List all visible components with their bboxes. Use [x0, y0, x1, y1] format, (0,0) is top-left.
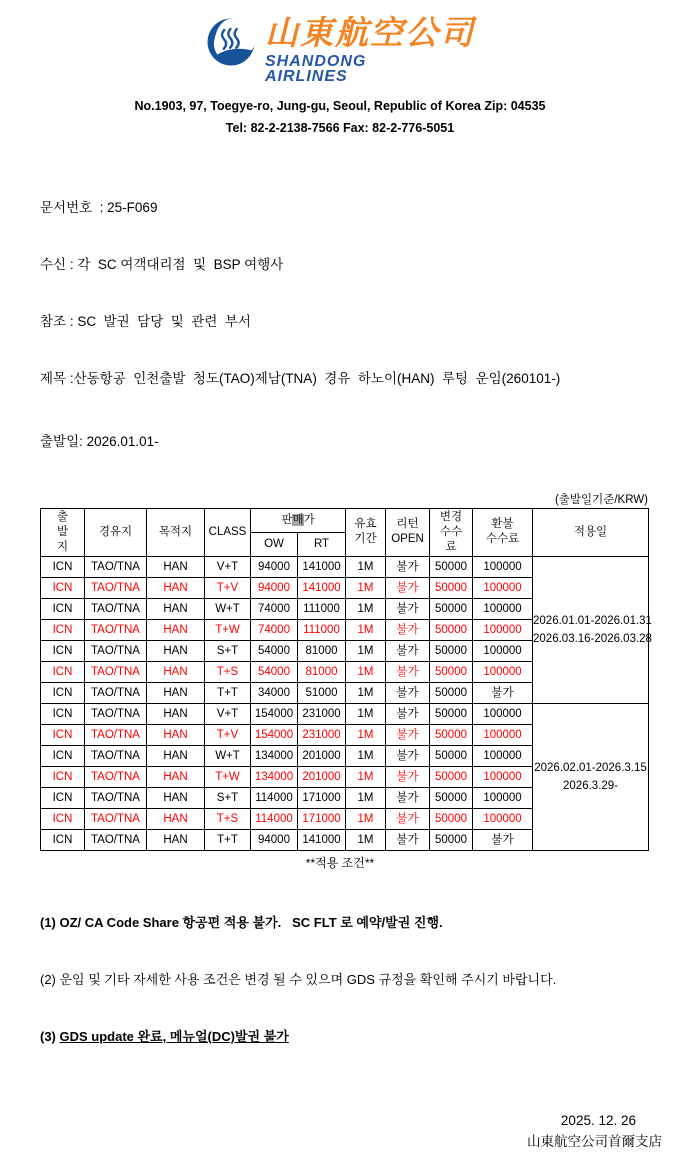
fare-cell-change_fee: 50000 [430, 682, 473, 703]
fare-cell-cls: T+T [205, 682, 251, 703]
apply-period-cell [533, 556, 652, 703]
fare-cell-via: TAO/TNA [85, 829, 147, 850]
col-header-rt: RT [298, 532, 346, 556]
fare-cell-ow: 74000 [251, 598, 298, 619]
signature-block [0, 1110, 680, 1152]
fare-cell-dest: HAN [147, 661, 205, 682]
fare-cell-return_open: 불가 [386, 808, 430, 829]
col-header-class: CLASS [205, 508, 251, 556]
fare-cell-return_open: 불가 [386, 703, 430, 724]
fare-cell-via: TAO/TNA [85, 703, 147, 724]
fare-cell-ow: 34000 [251, 682, 298, 703]
fare-cell-rt: 141000 [298, 829, 346, 850]
highlighted-char: 매 [292, 513, 304, 526]
col-header-origin: 출 발 지 [41, 508, 85, 556]
fare-cell-return_open: 불가 [386, 577, 430, 598]
branch-name: 山東航空公司首爾支店 [527, 1133, 662, 1149]
fare-cell-cls: W+T [205, 745, 251, 766]
fare-cell-change_fee: 50000 [430, 556, 473, 577]
fare-cell-cls: T+W [205, 619, 251, 640]
fare-cell-ow: 94000 [251, 829, 298, 850]
apply-period-line: 2026.01.01-2026.01.31 [533, 614, 652, 627]
fare-cell-validity: 1M [346, 745, 386, 766]
fare-cell-rt: 201000 [298, 745, 346, 766]
logo-text [265, 16, 475, 84]
fare-cell-via: TAO/TNA [85, 556, 147, 577]
fare-cell-refund_fee: 100000 [473, 787, 533, 808]
col-header-return-open: 리턴 OPEN [386, 508, 430, 556]
fare-cell-ow: 94000 [251, 556, 298, 577]
fare-cell-rt: 81000 [298, 640, 346, 661]
fare-cell-change_fee: 50000 [430, 745, 473, 766]
fare-cell-return_open: 불가 [386, 661, 430, 682]
fare-cell-dest: HAN [147, 808, 205, 829]
fare-cell-rt: 81000 [298, 661, 346, 682]
fare-cell-validity: 1M [346, 556, 386, 577]
fare-cell-validity: 1M [346, 808, 386, 829]
fare-cell-change_fee: 50000 [430, 787, 473, 808]
fare-cell-dest: HAN [147, 577, 205, 598]
fare-cell-change_fee: 50000 [430, 829, 473, 850]
fare-cell-refund_fee: 100000 [473, 661, 533, 682]
fare-cell-dest: HAN [147, 682, 205, 703]
fare-cell-refund_fee: 100000 [473, 556, 533, 577]
fare-cell-return_open: 불가 [386, 619, 430, 640]
fare-cell-refund_fee: 100000 [473, 745, 533, 766]
fare-cell-cls: T+V [205, 577, 251, 598]
fare-cell-validity: 1M [346, 787, 386, 808]
fare-cell-change_fee: 50000 [430, 577, 473, 598]
fare-cell-validity: 1M [346, 598, 386, 619]
fare-cell-refund_fee: 100000 [473, 808, 533, 829]
fare-cell-return_open: 불가 [386, 829, 430, 850]
logo-english-line2: AIRLINES [265, 67, 348, 85]
document-number: 문서번호 : 25-F069 [40, 199, 158, 215]
fare-cell-rt: 111000 [298, 598, 346, 619]
fare-cell-cls: W+T [205, 598, 251, 619]
fare-cell-rt: 111000 [298, 619, 346, 640]
fare-cell-cls: S+T [205, 640, 251, 661]
apply-period-line: 2026.02.01-2026.3.15 [534, 761, 647, 774]
apply-period-cell [533, 703, 649, 850]
fare-cell-dest: HAN [147, 745, 205, 766]
fare-cell-ow: 114000 [251, 808, 298, 829]
fare-cell-via: TAO/TNA [85, 619, 147, 640]
fare-cell-ow: 154000 [251, 724, 298, 745]
fare-cell-origin: ICN [41, 556, 85, 577]
fare-cell-origin: ICN [41, 745, 85, 766]
logo-english-name [265, 54, 475, 84]
fare-cell-dest: HAN [147, 787, 205, 808]
fare-cell-rt: 141000 [298, 556, 346, 577]
conditions-title: **적용 조건** [305, 855, 375, 870]
currency-basis-note: (출발일기준/KRW) [554, 493, 648, 506]
fare-cell-origin: ICN [41, 577, 85, 598]
fare-cell-ow: 54000 [251, 640, 298, 661]
phone-fax-line: Tel: 82-2-2138-7566 Fax: 82-2-776-5051 [225, 120, 455, 135]
fare-cell-dest: HAN [147, 619, 205, 640]
col-header-sale-price: 판매가 [251, 508, 346, 532]
fare-cell-ow: 54000 [251, 661, 298, 682]
fare-table-body [41, 556, 652, 850]
col-header-refund-fee: 환불 수수료 [473, 508, 533, 556]
fare-cell-return_open: 불가 [386, 556, 430, 577]
fare-cell-via: TAO/TNA [85, 724, 147, 745]
fare-cell-ow: 114000 [251, 787, 298, 808]
fare-cell-validity: 1M [346, 724, 386, 745]
fare-cell-origin: ICN [41, 808, 85, 829]
fare-cell-dest: HAN [147, 598, 205, 619]
fare-cell-origin: ICN [41, 787, 85, 808]
fare-cell-ow: 94000 [251, 577, 298, 598]
fare-cell-cls: S+T [205, 787, 251, 808]
fare-cell-cls: T+W [205, 766, 251, 787]
fare-cell-cls: T+V [205, 724, 251, 745]
fare-cell-origin: ICN [41, 724, 85, 745]
fare-cell-validity: 1M [346, 619, 386, 640]
fare-cell-dest: HAN [147, 703, 205, 724]
fare-cell-rt: 201000 [298, 766, 346, 787]
fare-cell-refund_fee: 100000 [473, 598, 533, 619]
fare-cell-validity: 1M [346, 682, 386, 703]
fare-cell-origin: ICN [41, 661, 85, 682]
fare-cell-validity: 1M [346, 829, 386, 850]
fare-cell-return_open: 불가 [386, 787, 430, 808]
condition-item-2: (2) 운임 및 기타 자세한 사용 조건은 변경 될 수 있으며 GDS 규정을 확인해 주시기 바랍니다. [40, 971, 557, 987]
fare-cell-refund_fee: 100000 [473, 577, 533, 598]
condition-item-3: (3) GDS update 완료, 메뉴얼(DC)발권 불가 [40, 1028, 289, 1044]
fare-cell-change_fee: 50000 [430, 598, 473, 619]
fare-cell-via: TAO/TNA [85, 745, 147, 766]
fare-cell-validity: 1M [346, 661, 386, 682]
fare-cell-change_fee: 50000 [430, 724, 473, 745]
apply-period-line: 2026.3.29- [563, 779, 619, 792]
fare-cell-origin: ICN [41, 619, 85, 640]
fare-cell-validity: 1M [346, 703, 386, 724]
document-info [40, 164, 648, 485]
fare-cell-cls: T+S [205, 661, 251, 682]
fare-table [40, 508, 652, 851]
fare-cell-via: TAO/TNA [85, 661, 147, 682]
fare-cell-origin: ICN [41, 598, 85, 619]
fare-cell-dest: HAN [147, 724, 205, 745]
fare-cell-validity: 1M [346, 640, 386, 661]
fare-cell-via: TAO/TNA [85, 808, 147, 829]
fare-cell-dest: HAN [147, 766, 205, 787]
logo-block [0, 0, 680, 84]
fare-cell-validity: 1M [346, 766, 386, 787]
fare-cell-refund_fee: 100000 [473, 619, 533, 640]
recipient-line: 수신 : 각 SC 여객대리점 및 BSP 여행사 [40, 256, 284, 272]
col-header-validity: 유효 기간 [346, 508, 386, 556]
fare-row [41, 703, 649, 724]
fare-cell-cls: V+T [205, 556, 251, 577]
logo-english-line1: SHANDONG [265, 52, 367, 70]
fare-cell-refund_fee: 100000 [473, 766, 533, 787]
fare-cell-rt: 141000 [298, 577, 346, 598]
fare-cell-ow: 154000 [251, 703, 298, 724]
fare-cell-rt: 51000 [298, 682, 346, 703]
issue-date: 2025. 12. 26 [560, 1112, 636, 1128]
address-line: No.1903, 97, Toegye-ro, Jung-gu, Seoul, Republic of Korea Zip: 04535 [134, 99, 546, 114]
fare-cell-refund_fee: 불가 [473, 682, 533, 703]
fare-cell-ow: 134000 [251, 745, 298, 766]
col-header-apply-date: 적용일 [533, 508, 649, 556]
fare-cell-cls: T+T [205, 829, 251, 850]
col-header-destination: 목적지 [147, 508, 205, 556]
condition-item-1: (1) OZ/ CA Code Share 항공편 적용 불가. SC FLT 로 예약/발권 진행. [40, 914, 443, 930]
fare-cell-origin: ICN [41, 703, 85, 724]
fare-cell-return_open: 불가 [386, 598, 430, 619]
fare-cell-via: TAO/TNA [85, 766, 147, 787]
fare-cell-rt: 171000 [298, 787, 346, 808]
underlined-condition-text: GDS update 완료, 메뉴얼(DC)발권 불가 [59, 1028, 289, 1044]
fare-cell-return_open: 불가 [386, 745, 430, 766]
fare-cell-refund_fee: 100000 [473, 724, 533, 745]
fare-cell-change_fee: 50000 [430, 703, 473, 724]
fare-cell-origin: ICN [41, 766, 85, 787]
fare-row [41, 556, 649, 577]
fare-cell-dest: HAN [147, 829, 205, 850]
col-header-via: 경유지 [85, 508, 147, 556]
fare-cell-origin: ICN [41, 829, 85, 850]
fare-cell-change_fee: 50000 [430, 766, 473, 787]
subject-line: 제목 :산동항공 인천출발 청도(TAO)제남(TNA) 경유 하노이(HAN) 루팅 운임(260101-) [40, 370, 561, 386]
fare-cell-via: TAO/TNA [85, 577, 147, 598]
departure-date-line: 출발일: 2026.01.01- [40, 433, 159, 449]
fare-cell-refund_fee: 불가 [473, 829, 533, 850]
fare-cell-dest: HAN [147, 640, 205, 661]
fare-cell-via: TAO/TNA [85, 598, 147, 619]
fare-cell-return_open: 불가 [386, 724, 430, 745]
fare-cell-validity: 1M [346, 577, 386, 598]
fare-cell-cls: V+T [205, 703, 251, 724]
fare-cell-via: TAO/TNA [85, 682, 147, 703]
apply-period-line: 2026.03.16-2026.03.28 [533, 632, 652, 645]
fare-cell-refund_fee: 100000 [473, 703, 533, 724]
fare-cell-via: TAO/TNA [85, 640, 147, 661]
fare-cell-ow: 74000 [251, 619, 298, 640]
fare-cell-return_open: 불가 [386, 682, 430, 703]
fare-cell-dest: HAN [147, 556, 205, 577]
fare-cell-via: TAO/TNA [85, 787, 147, 808]
logo-chinese-name: 山東航空公司 [265, 14, 475, 51]
fare-cell-origin: ICN [41, 640, 85, 661]
col-header-change-fee: 변경 수수 료 [430, 508, 473, 556]
fare-cell-change_fee: 50000 [430, 808, 473, 829]
fare-cell-cls: T+S [205, 808, 251, 829]
reference-line: 참조 : SC 발권 담당 및 관련 부서 [40, 313, 251, 329]
fare-cell-return_open: 불가 [386, 766, 430, 787]
shandong-airlines-logo-icon [205, 18, 257, 71]
fare-cell-change_fee: 50000 [430, 619, 473, 640]
conditions-list [40, 879, 660, 1080]
fare-cell-rt: 231000 [298, 724, 346, 745]
fare-cell-change_fee: 50000 [430, 661, 473, 682]
fare-cell-change_fee: 50000 [430, 640, 473, 661]
fare-cell-rt: 231000 [298, 703, 346, 724]
fare-cell-origin: ICN [41, 682, 85, 703]
fare-cell-rt: 171000 [298, 808, 346, 829]
fare-cell-refund_fee: 100000 [473, 640, 533, 661]
company-address [0, 96, 680, 140]
col-header-ow: OW [251, 532, 298, 556]
fare-cell-return_open: 불가 [386, 640, 430, 661]
fare-cell-ow: 134000 [251, 766, 298, 787]
